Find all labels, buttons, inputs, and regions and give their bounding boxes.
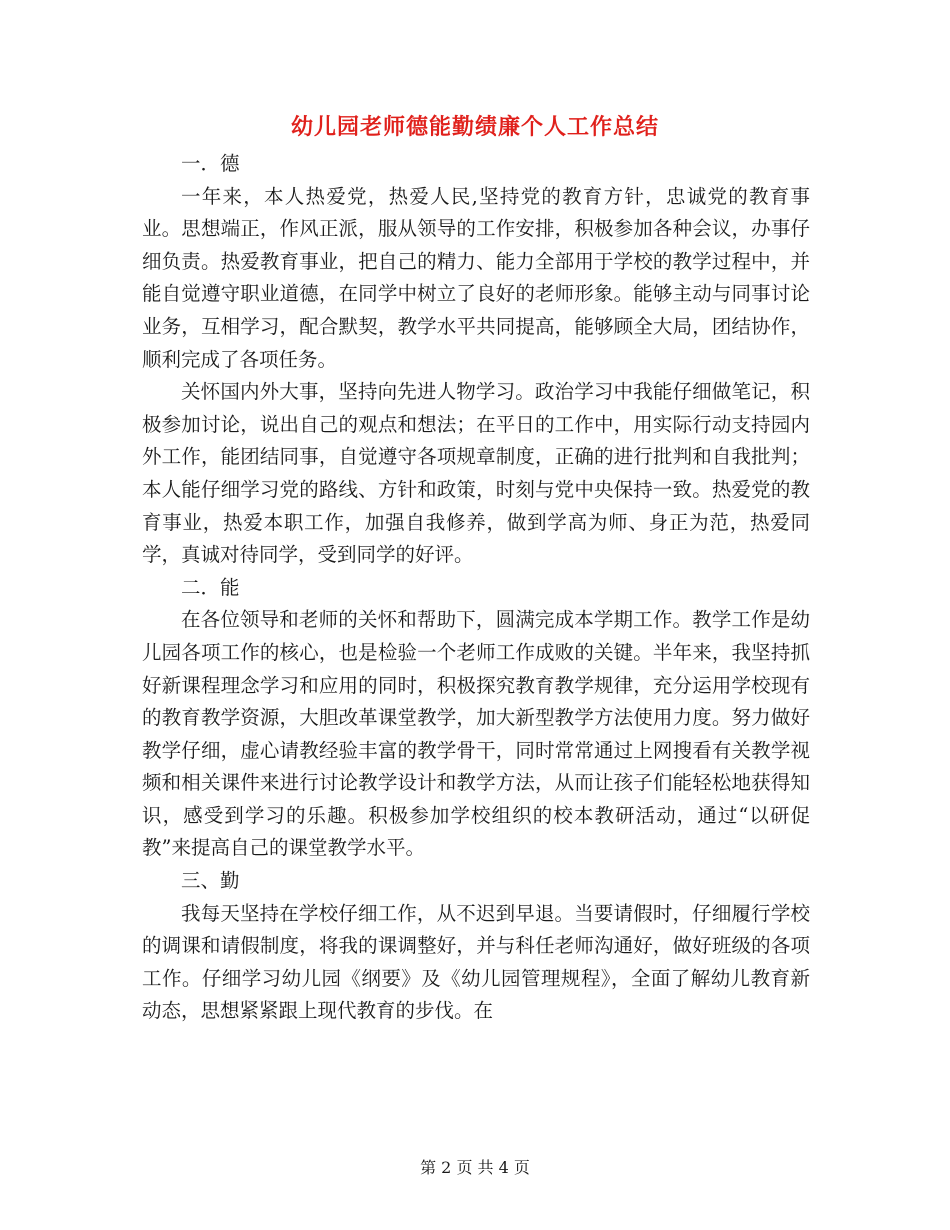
section-heading-diligence: 三、勤 (181, 869, 240, 893)
section-heading-ability: 二．能 (181, 575, 240, 599)
paragraph: 关怀国内外大事，坚持向先进人物学习。政治学习中我能仔细做笔记，积极参加讨论，说出自己的观点和想法；在平日的工作中，用实际行动支持园内外工作，能团结同事，自觉遵守各项规章制度，正确的进行批判和自我批判；本人能仔细学习党的路线、方针和政策，时刻与党中央保持一致。热爱党的教育事业，热爱本职工作，加强自我修养，做到学高为师、身正为范，热爱同学，真诚对待同学，受到同学的好评。 (142, 380, 810, 567)
page-footer: 第 2 页 共 4 页 (420, 1158, 530, 1177)
section-heading-virtue: 一．德 (181, 152, 240, 175)
paragraph: 一年来，本人热爱党，热爱人民,坚持党的教育方针，忠诚党的教育事业。思想端正，作风正派，服从领导的工作安排，积极参加各种会议，办事仔细负责。热爱教育事业，把自己的精力、能力全部用于学校的教学过程中，并能自觉遵守职业道德，在同学中树立了良好的老师形象。能够主动与同事讨论业务，互相学习，配合默契，教学水平共同提高，能够顾全大局，团结协作，顺利完成了各项任务。 (142, 184, 810, 371)
document-body (142, 148, 810, 1028)
paragraph: 我每天坚持在学校仔细工作，从不迟到早退。当要请假时，仔细履行学校的调课和请假制度，将我的课调整好，并与科任老师沟通好，做好班级的各项工作。仔细学习幼儿园《纲要》及《幼儿园管理规程》，全面了解幼儿教育新动态，思想紧紧跟上现代教育的步伐。在 (142, 901, 810, 1023)
paragraph: 在各位领导和老师的关怀和帮助下，圆满完成本学期工作。教学工作是幼儿园各项工作的核心，也是检验一个老师工作成败的关键。半年来，我坚持抓好新课程理念学习和应用的同时，积极探究教育教学规律，充分运用学校现有的教育教学资源，大胆改革课堂教学，加大新型教学方法使用力度。努力做好教学仔细，虚心请教经验丰富的教学骨干，同时常常通过上网搜看有关教学视频和相关课件来进行讨论教学设计和教学方法，从而让孩子们能轻松地获得知识，感受到学习的乐趣。积极参加学校组织的校本教研活动，通过“以研促教”来提高自己的课堂教学水平。 (142, 608, 810, 860)
document-title: 幼儿园老师德能勤绩廉个人工作总结 (290, 115, 659, 140)
